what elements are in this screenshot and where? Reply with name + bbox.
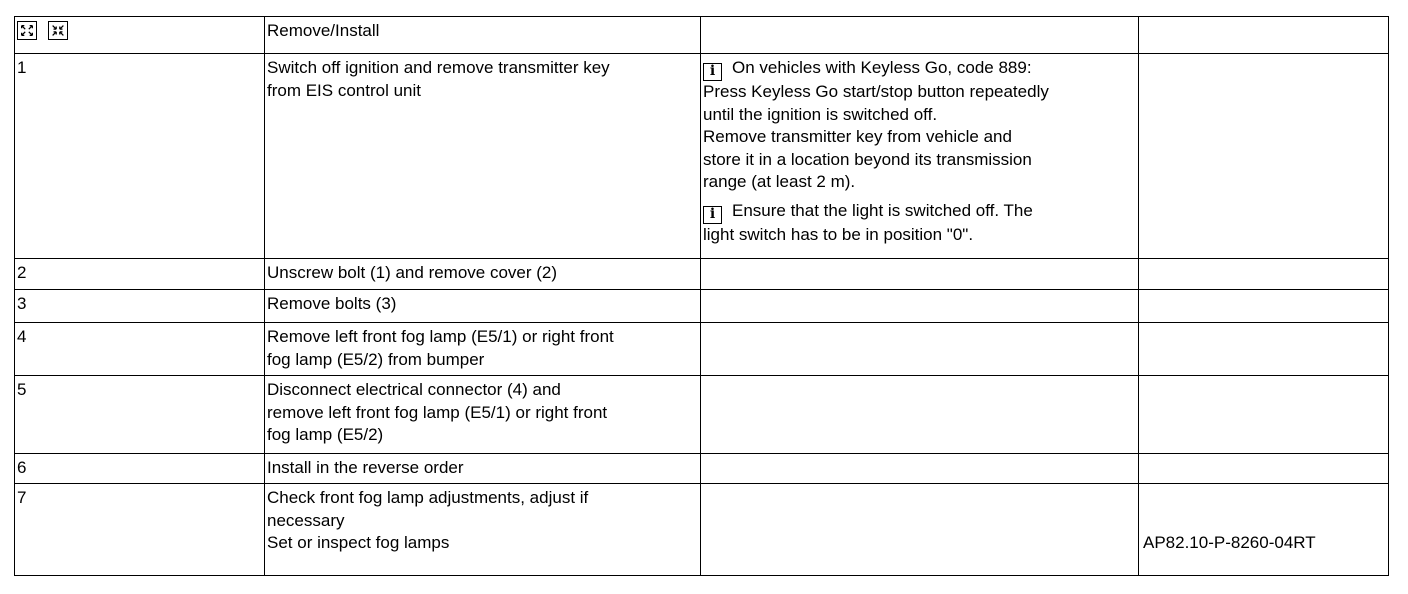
step-instruction: Remove bolts (3): [265, 290, 701, 323]
step-notes: [701, 323, 1139, 376]
table-row: [15, 290, 1389, 323]
step-number: 5: [15, 376, 265, 454]
step-reference: [1139, 54, 1389, 259]
step-instruction: Disconnect electrical connector (4) and remove left front fog lamp (E5/1) or right front fog lamp (E5/2): [265, 376, 701, 454]
step-notes: [701, 54, 1139, 259]
note-keyless-go: i On vehicles with Keyless Go, code 889: Press Keyless Go start/stop button repeatedly until the ignition is switched off. Remove transmitter key from vehicle and store it in a location beyond its transmission range (at least 2 m).: [703, 58, 1049, 191]
header-ref-cell: [1139, 17, 1389, 54]
step-reference: [1139, 454, 1389, 484]
document-reference-link[interactable]: AP82.10-P-8260-04RT: [1143, 533, 1316, 552]
table-row: [15, 484, 1389, 576]
table-row: [15, 54, 1389, 259]
step-number: 1: [15, 54, 265, 259]
header-title: Remove/Install: [265, 17, 701, 54]
note-light-switch: i Ensure that the light is switched off. The light switch has to be in position "0".: [703, 200, 1033, 244]
table-row: [15, 454, 1389, 484]
step-instruction: Install in the reverse order: [265, 454, 701, 484]
step-notes: [701, 290, 1139, 323]
info-icon: i: [703, 206, 722, 224]
collapse-icon[interactable]: [48, 21, 68, 40]
step-reference: [1139, 484, 1389, 576]
header-notes-cell: [701, 17, 1139, 54]
step-reference: [1139, 323, 1389, 376]
step-number: 3: [15, 290, 265, 323]
step-instruction: Switch off ignition and remove transmitter key from EIS control unit: [265, 54, 701, 259]
step-number: 7: [15, 484, 265, 576]
table-row: [15, 376, 1389, 454]
step-instruction: Unscrew bolt (1) and remove cover (2): [265, 259, 701, 290]
step-notes: [701, 376, 1139, 454]
step-number: 4: [15, 323, 265, 376]
step-reference: [1139, 290, 1389, 323]
step-number: 2: [15, 259, 265, 290]
step-instruction: Check front fog lamp adjustments, adjust if necessary Set or inspect fog lamps: [265, 484, 701, 576]
step-number: 6: [15, 454, 265, 484]
table-row: [15, 323, 1389, 376]
step-reference: [1139, 259, 1389, 290]
expand-icon[interactable]: [17, 21, 37, 40]
step-instruction: Remove left front fog lamp (E5/1) or right front fog lamp (E5/2) from bumper: [265, 323, 701, 376]
step-notes: [701, 484, 1139, 576]
header-icons-cell: [15, 17, 265, 54]
header-row: [15, 17, 1389, 54]
info-icon: i: [703, 63, 722, 81]
step-notes: [701, 259, 1139, 290]
procedure-table: [14, 16, 1389, 576]
table-row: [15, 259, 1389, 290]
step-notes: [701, 454, 1139, 484]
step-reference: [1139, 376, 1389, 454]
